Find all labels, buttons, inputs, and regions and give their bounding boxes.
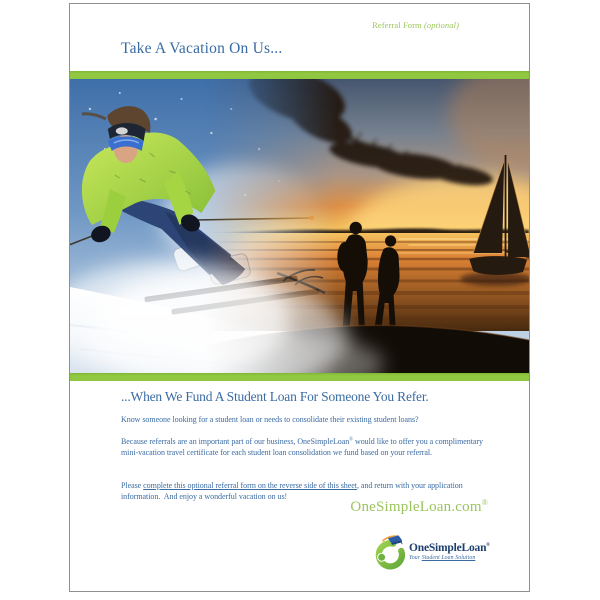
registered-mark: ®: [486, 543, 490, 549]
headline-bottom: ...When We Fund A Student Loan For Someone You Refer.: [121, 389, 429, 404]
registered-mark: ®: [349, 437, 353, 443]
headline-top: Take A Vacation On Us...: [121, 40, 283, 57]
backpack: [337, 242, 352, 272]
referral-form-text: Referral Form: [372, 20, 424, 30]
logo-text: [409, 542, 490, 561]
green-divider-top: [70, 71, 529, 79]
paragraph-offer: [121, 436, 495, 458]
registered-mark: ®: [481, 498, 488, 507]
hero-photo-art: [70, 79, 529, 373]
paragraph-instructions-text: , and return with your application information. And enjoy a wonderful vacation on us!: [121, 481, 463, 502]
boat-hull: [469, 256, 527, 275]
paragraph-intro: Know someone looking for a student loan or needs to consolidate their existing student loans?: [121, 415, 419, 424]
referral-form-label: [372, 20, 459, 30]
paragraph-offer-text: Because referrals are an important part of our business, OneSimpleLoan: [121, 437, 350, 446]
logo-wordmark: [409, 542, 490, 554]
onesimpleloan-logo: [373, 533, 490, 570]
website-url-text: OneSimpleLoan.com: [350, 499, 482, 515]
logo-tagline-underlined: Student Loan Solution: [421, 555, 476, 562]
logo-wordmark-text: OneSimpleLoan: [409, 541, 487, 554]
logo-tagline: [409, 555, 490, 561]
website-url: [350, 498, 488, 516]
paragraph-instructions-text: Please: [121, 481, 144, 490]
paragraph-offer-text: would like to offer you a complimentary mini-vacation travel certificate for each student loan consolidation we fund based on your referral.: [121, 437, 483, 458]
onesimpleloan-logo-mark: [373, 533, 406, 570]
green-divider-bottom: [70, 373, 529, 381]
flyer-page: [69, 3, 530, 592]
referral-form-instruction-underlined: complete this optional referral form on the reverse side of this sheet: [143, 481, 357, 490]
hero-photo: [70, 79, 529, 373]
logo-figure-head: [378, 553, 386, 561]
referral-optional-text: (optional): [424, 20, 459, 30]
logo-tagline-prefix: Your: [409, 555, 422, 562]
